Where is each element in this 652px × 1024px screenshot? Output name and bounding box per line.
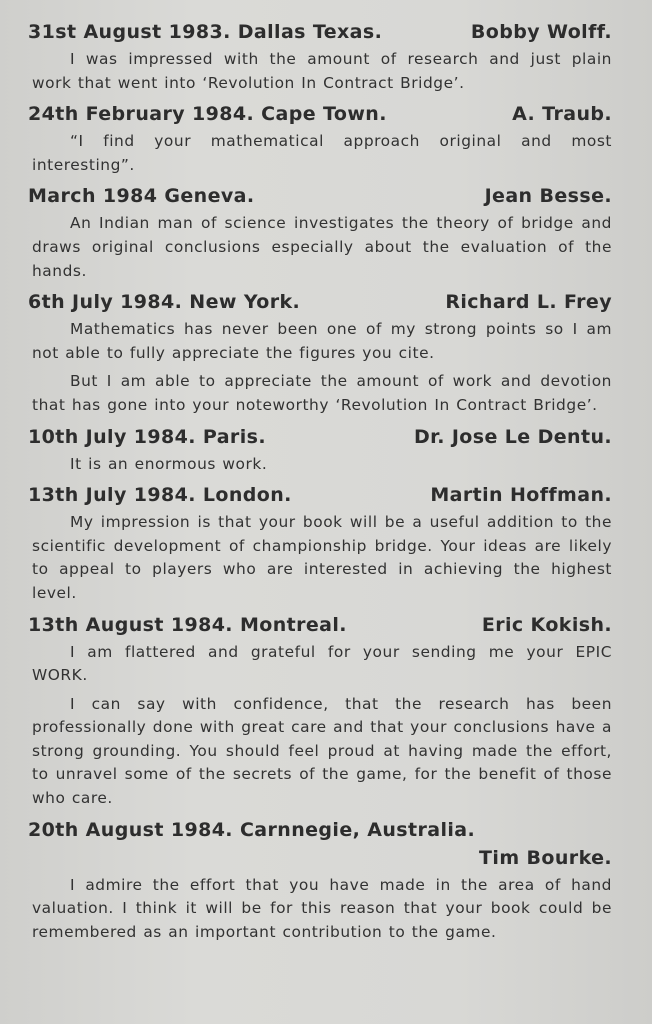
- entry-header: [28, 182, 612, 210]
- entry-header: [28, 100, 612, 128]
- entry-author: Martin Hoffman.: [430, 484, 612, 507]
- entry-paragraph: My impression is that your book will be a useful addition to the scientific development of championship bridge. Your ideas are likely to appeal to players who are interested in achieving the highest level.: [32, 513, 612, 602]
- entry-header: [28, 288, 612, 316]
- testimonial-entry: [28, 100, 612, 177]
- entry-paragraph: An Indian man of science investigates the theory of bridge and draws original conclusions especially about the evaluation of the hands.: [32, 214, 612, 280]
- testimonial-entry: [28, 611, 612, 811]
- entry-date-place: 20th August 1984. Carnnegie, Australia.: [28, 818, 476, 841]
- entry-author: Richard L. Frey: [445, 291, 612, 314]
- entry-date-place: March 1984 Geneva.: [28, 185, 255, 208]
- testimonial-entry: [28, 816, 612, 945]
- entry-date-place: 13th August 1984. Montreal.: [28, 613, 347, 636]
- entry-date-place: 13th July 1984. London.: [28, 484, 292, 507]
- entry-author: Eric Kokish.: [481, 613, 612, 636]
- entry-date-place: 6th July 1984. New York.: [28, 291, 301, 314]
- entry-header: [28, 481, 612, 509]
- entry-paragraph: Mathematics has never been one of my strong points so I am not able to fully appreciate the figures you cite.: [32, 320, 612, 362]
- entry-paragraph: But I am able to appreciate the amount of work and devotion that has gone into your noteworthy ‘Revolution In Contract Bridge’.: [32, 372, 612, 414]
- entry-paragraph: I was impressed with the amount of research and just plain work that went into ‘Revolution In Contract Bridge’.: [32, 50, 612, 92]
- entry-paragraph: “I find your mathematical approach original and most interesting”.: [32, 132, 612, 174]
- entry-header: [28, 611, 612, 639]
- entry-paragraph: I am flattered and grateful for your sending me your EPIC WORK.: [32, 642, 612, 685]
- entry-paragraph: I admire the effort that you have made in the area of hand valuation. I think it will be for this reason that your book could be remembered as an important contribution to the game.: [32, 875, 612, 941]
- entry-header: [28, 816, 612, 872]
- entry-date-place: 31st August 1983. Dallas Texas.: [28, 21, 383, 43]
- entry-header: [28, 423, 612, 451]
- entry-date-place: 10th July 1984. Paris.: [28, 425, 266, 448]
- entry-author: Bobby Wolff.: [470, 21, 612, 43]
- entry-header: [28, 18, 612, 46]
- entry-author: Jean Besse.: [484, 185, 612, 208]
- testimonial-entry: [28, 18, 612, 95]
- entry-author: A. Traub.: [512, 103, 612, 126]
- testimonial-entry: [28, 182, 612, 283]
- entry-author: Tim Bourke.: [479, 846, 612, 869]
- testimonial-entry: [28, 423, 612, 477]
- testimonial-entry: [28, 481, 612, 605]
- entry-author: Dr. Jose Le Dentu.: [413, 425, 612, 448]
- testimonial-entry: [28, 288, 612, 417]
- entry-paragraph: It is an enormous work.: [70, 454, 268, 473]
- entry-paragraph: I can say with confidence, that the research has been professionally done with great care and that your conclusions have a strong grounding. You should feel proud at having made the effort, to unravel some of the secrets of the game, for the benefit of those who care.: [32, 694, 612, 808]
- entry-date-place: 24th February 1984. Cape Town.: [28, 103, 387, 126]
